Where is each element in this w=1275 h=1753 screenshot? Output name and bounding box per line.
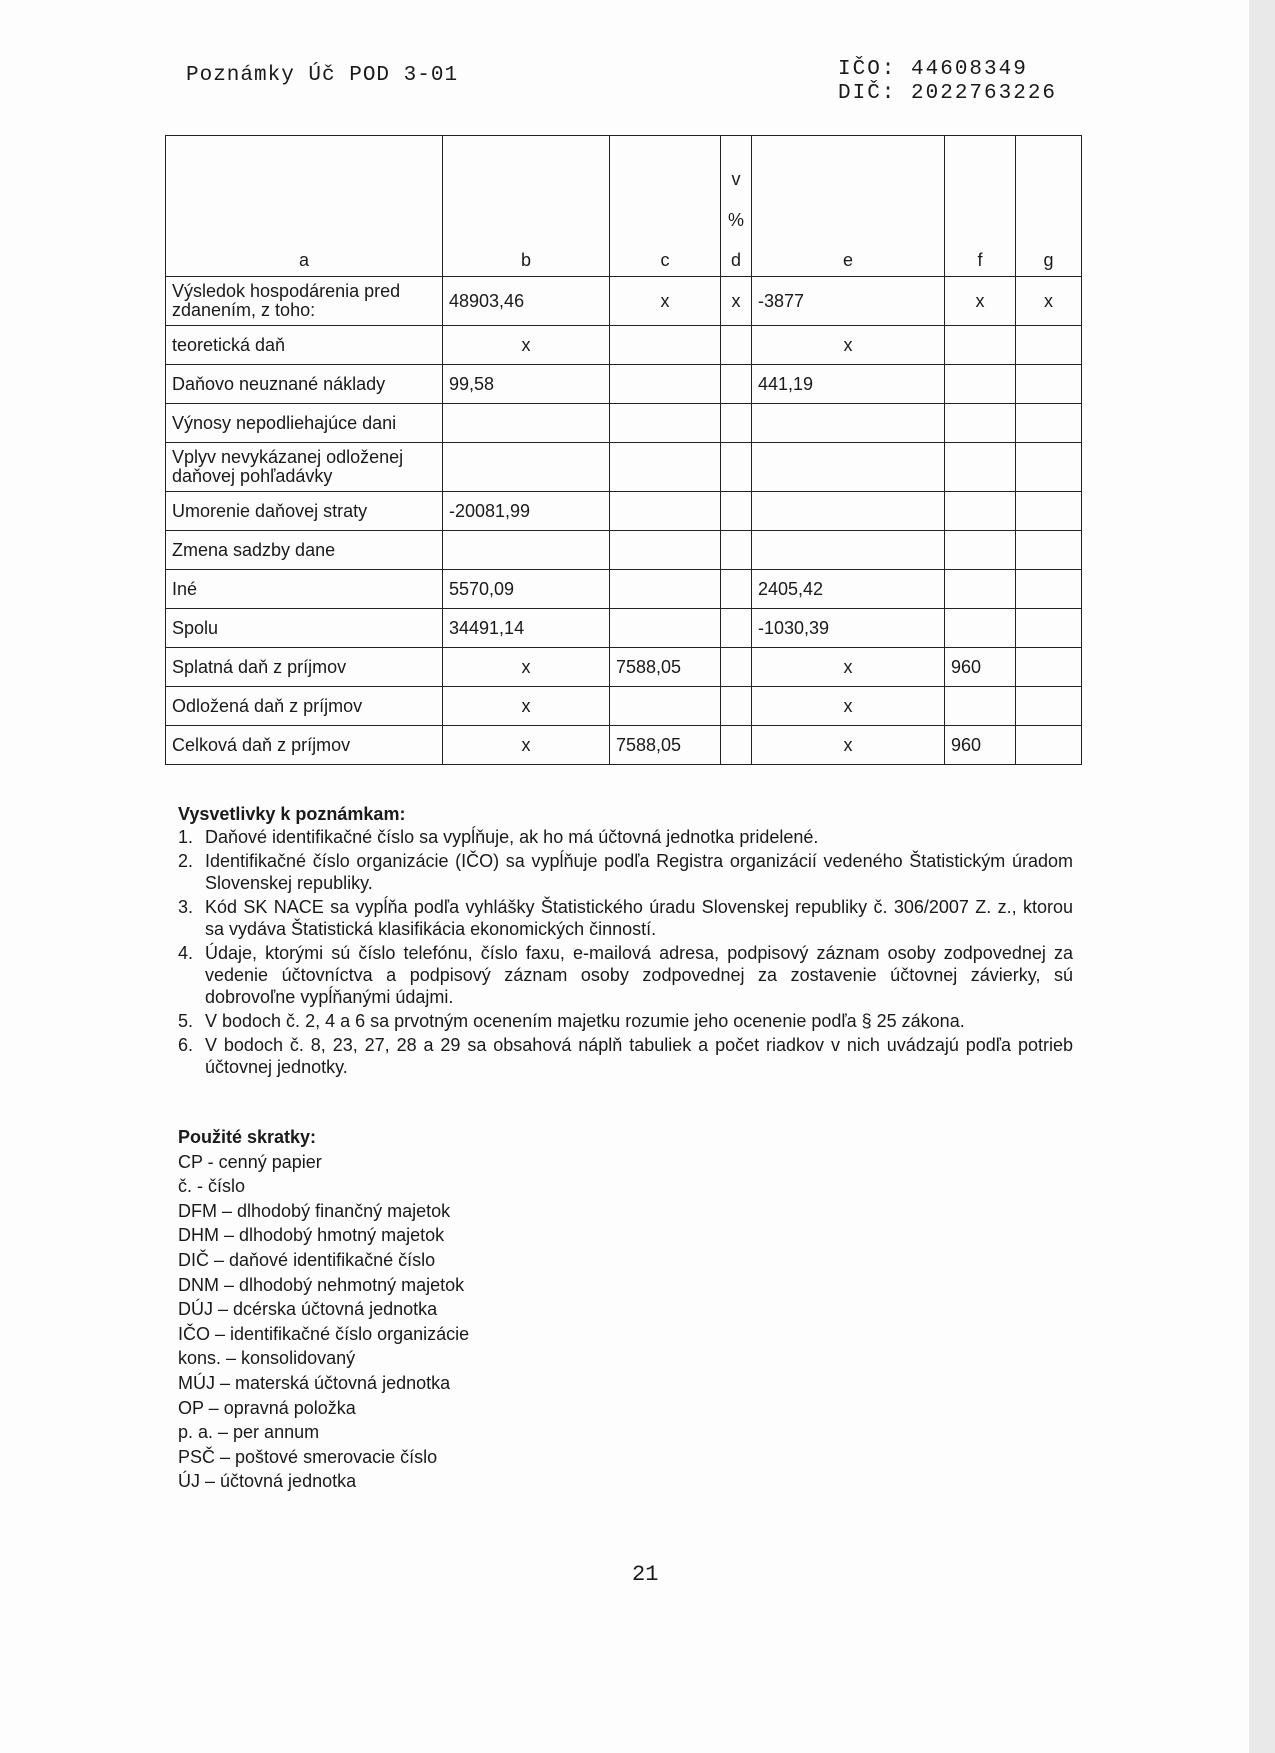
note-number: 2. [178, 851, 194, 871]
cell-f [945, 404, 1016, 443]
cell-g [1016, 492, 1082, 531]
cell-e: 2405,42 [752, 570, 945, 609]
notes-title: Vysvetlivky k poznámkam: [178, 804, 406, 824]
cell-e [752, 492, 945, 531]
tax-table [165, 135, 1082, 765]
cell-a: Výnosy nepodliehajúce dani [166, 404, 443, 443]
cell-c: 7588,05 [610, 726, 721, 765]
cell-d [721, 726, 752, 765]
cell-f [945, 531, 1016, 570]
cell-d [721, 609, 752, 648]
cell-b: x [443, 326, 610, 365]
abbreviations-title: Použité skratky: [178, 1127, 317, 1147]
list-item [178, 826, 1073, 848]
cell-g [1016, 648, 1082, 687]
table-row [166, 326, 1082, 365]
cell-g [1016, 365, 1082, 404]
list-item [178, 896, 1073, 940]
note-number: 4. [178, 943, 194, 963]
cell-d [721, 687, 752, 726]
cell-g [1016, 326, 1082, 365]
cell-a: Iné [166, 570, 443, 609]
dic-number: DIČ: 2022763226 [838, 82, 1058, 105]
cell-b: 99,58 [443, 365, 610, 404]
cell-f [945, 326, 1016, 365]
cell-a: Celková daň z príjmov [166, 726, 443, 765]
table-header-row [166, 136, 1082, 277]
list-item [178, 850, 1073, 894]
cell-a: Odložená daň z príjmov [166, 687, 443, 726]
cell-d [721, 326, 752, 365]
cell-c [610, 531, 721, 570]
table-row [166, 726, 1082, 765]
cell-b: 5570,09 [443, 570, 610, 609]
cell-g [1016, 443, 1082, 492]
col-head-g: g [1016, 136, 1082, 277]
cell-c [610, 404, 721, 443]
abbreviation-item: DHM – dlhodobý hmotný majetok [178, 1225, 445, 1246]
table-row [166, 492, 1082, 531]
cell-b [443, 404, 610, 443]
cell-b [443, 531, 610, 570]
cell-f: x [945, 277, 1016, 326]
cell-c [610, 570, 721, 609]
abbreviation-item: DÚJ – dcérska účtovná jednotka [178, 1299, 438, 1320]
cell-a: Daňovo neuznané náklady [166, 365, 443, 404]
cell-c [610, 609, 721, 648]
cell-a: teoretická daň [166, 326, 443, 365]
cell-d: x [721, 277, 752, 326]
cell-b: -20081,99 [443, 492, 610, 531]
cell-d [721, 404, 752, 443]
note-number: 3. [178, 897, 194, 917]
cell-f [945, 492, 1016, 531]
abbreviation-item: kons. – konsolidovaný [178, 1348, 356, 1369]
cell-b: x [443, 648, 610, 687]
col-head-d-mid: % [727, 209, 744, 230]
cell-a: Umorenie daňovej straty [166, 492, 443, 531]
col-head-d [721, 136, 752, 277]
table-row [166, 277, 1082, 326]
cell-a: Spolu [166, 609, 443, 648]
table-row [166, 531, 1082, 570]
cell-b [443, 443, 610, 492]
cell-g [1016, 404, 1082, 443]
cell-f [945, 609, 1016, 648]
notes-list [178, 826, 1073, 1078]
cell-g [1016, 687, 1082, 726]
abbreviation-item: č. - číslo [178, 1176, 246, 1197]
abbreviation-item: OP – opravná položka [178, 1397, 356, 1418]
col-head-b: b [443, 136, 610, 277]
table-row [166, 365, 1082, 404]
cell-g: x [1016, 277, 1082, 326]
note-text: Daňové identifikačné číslo sa vypĺňuje, ak ho má účtovná jednotka pridelené. [205, 827, 819, 847]
cell-c: x [610, 277, 721, 326]
note-number: 5. [178, 1011, 194, 1031]
cell-f [945, 570, 1016, 609]
cell-d [721, 492, 752, 531]
table-row [166, 609, 1082, 648]
cell-f [945, 365, 1016, 404]
cell-d [721, 648, 752, 687]
table-row [166, 570, 1082, 609]
table-row [166, 648, 1082, 687]
cell-a: Zmena sadzby dane [166, 531, 443, 570]
page-edge [1249, 0, 1275, 1753]
cell-a: Splatná daň z príjmov [166, 648, 443, 687]
cell-d [721, 531, 752, 570]
cell-f [945, 687, 1016, 726]
cell-d [721, 443, 752, 492]
abbreviation-item: DFM – dlhodobý finančný majetok [178, 1200, 451, 1221]
abbreviation-item: ÚJ – účtovná jednotka [178, 1471, 357, 1492]
col-head-a: a [166, 136, 443, 277]
cell-b: 34491,14 [443, 609, 610, 648]
note-text: V bodoch č. 8, 23, 27, 28 a 29 sa obsahová náplň tabuliek a počet riadkov v nich uvádzajú podľa potrieb účtovnej jednotky. [205, 1035, 1073, 1077]
abbreviation-item: DIČ – daňové identifikačné číslo [178, 1249, 436, 1270]
table-row [166, 404, 1082, 443]
cell-c [610, 326, 721, 365]
cell-c [610, 492, 721, 531]
abbreviation-item: p. a. – per annum [178, 1422, 320, 1443]
cell-f [945, 443, 1016, 492]
cell-a: Výsledok hospodárenia pred zdanením, z toho: [166, 277, 443, 326]
col-head-d-label: d [730, 250, 741, 270]
cell-b: 48903,46 [443, 277, 610, 326]
note-number: 6. [178, 1035, 194, 1055]
cell-g [1016, 609, 1082, 648]
abbreviation-item: MÚJ – materská účtovná jednotka [178, 1372, 451, 1393]
cell-c [610, 365, 721, 404]
notes-section [178, 803, 1073, 1080]
cell-e [752, 443, 945, 492]
cell-a: Vplyv nevykázanej odloženej daňovej pohľadávky [166, 443, 443, 492]
cell-e [752, 531, 945, 570]
cell-e: x [752, 687, 945, 726]
cell-f: 960 [945, 648, 1016, 687]
abbreviations-section [178, 1125, 469, 1494]
header-title: Poznámky Úč POD 3-01 [186, 64, 459, 87]
col-head-f: f [945, 136, 1016, 277]
header-ids [838, 58, 1057, 106]
cell-e [752, 404, 945, 443]
cell-c [610, 687, 721, 726]
cell-d [721, 365, 752, 404]
note-text: Identifikačné číslo organizácie (IČO) sa vypĺňuje podľa Registra organizácií vedeného Štatistickým úradom Slovenskej republiky. [205, 851, 1073, 893]
list-item [178, 1010, 1073, 1032]
note-text: Údaje, ktorými sú číslo telefónu, číslo faxu, e-mailová adresa, podpisový záznam osoby zodpovednej za vedenie účtovníctva a podpisový záznam osoby zodpovednej za zostavenie účtovnej závierky, sú dobrovoľne vypĺňanými údajmi. [205, 943, 1073, 1007]
abbreviation-item: IČO – identifikačné číslo organizácie [178, 1323, 470, 1344]
col-head-c: c [610, 136, 721, 277]
note-text: Kód SK NACE sa vypĺňa podľa vyhlášky Štatistického úradu Slovenskej republiky č. 306/2007 Z. z., ktorou sa vydáva Štatistická klasifikácia ekonomických činností. [205, 897, 1073, 939]
cell-e: -1030,39 [752, 609, 945, 648]
table-row [166, 443, 1082, 492]
abbreviations-list [178, 1150, 469, 1494]
cell-e: -3877 [752, 277, 945, 326]
note-number: 1. [178, 827, 194, 847]
page-number: 21 [632, 1562, 659, 1587]
cell-c: 7588,05 [610, 648, 721, 687]
list-item [178, 942, 1073, 1008]
cell-f: 960 [945, 726, 1016, 765]
col-head-d-top: v [731, 169, 741, 189]
col-head-e: e [752, 136, 945, 277]
abbreviation-item: PSČ – poštové smerovacie číslo [178, 1446, 438, 1467]
table-row [166, 687, 1082, 726]
list-item [178, 1034, 1073, 1078]
cell-e: x [752, 726, 945, 765]
ico-number: IČO: 44608349 [838, 58, 1028, 81]
cell-e: x [752, 648, 945, 687]
abbreviation-item: DNM – dlhodobý nehmotný majetok [178, 1274, 465, 1295]
cell-e: 441,19 [752, 365, 945, 404]
cell-c [610, 443, 721, 492]
cell-d [721, 570, 752, 609]
cell-g [1016, 531, 1082, 570]
cell-b: x [443, 726, 610, 765]
abbreviation-item: CP - cenný papier [178, 1151, 322, 1172]
cell-g [1016, 726, 1082, 765]
note-text: V bodoch č. 2, 4 a 6 sa prvotným ocenením majetku rozumie jeho ocenenie podľa § 25 zákona. [205, 1011, 965, 1031]
cell-e: x [752, 326, 945, 365]
cell-g [1016, 570, 1082, 609]
cell-b: x [443, 687, 610, 726]
